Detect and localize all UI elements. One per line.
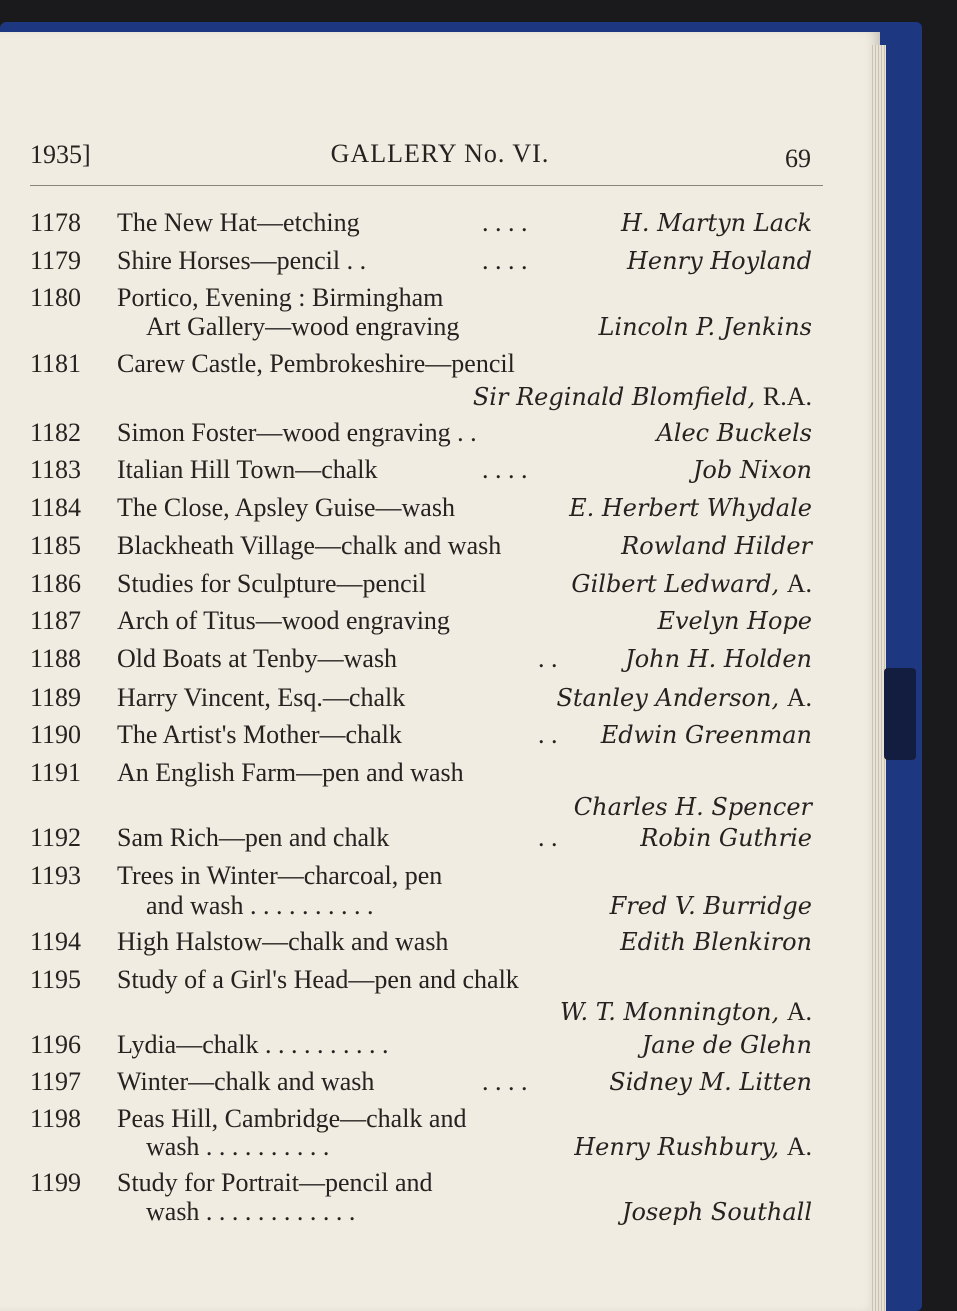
entry-number: 1199 [30,1168,82,1197]
leader-dots: . . . . [482,208,528,237]
entry-title: Sam Rich—pen and chalk [117,823,390,852]
entry-number: 1189 [30,683,82,712]
entry-title: Italian Hill Town—chalk [117,455,378,484]
entry-artist: Alec Buckels [656,419,812,447]
entry-title-continuation: wash . . . . . . . . . . . . [146,1197,356,1226]
entry-number: 1190 [30,720,82,749]
entry-number: 1195 [30,965,82,994]
entry-title-continuation: wash . . . . . . . . . . [146,1132,330,1161]
entry-number: 1197 [30,1067,82,1096]
entry-title: Lydia—chalk . . . . . . . . . . [117,1030,389,1059]
entry-title: Winter—chalk and wash [117,1067,375,1096]
entry-title: Blackheath Village—chalk and wash [117,531,502,560]
entry-number: 1193 [30,861,82,890]
entry-number: 1182 [30,418,82,447]
entry-artist: W. T. Monnington, A. [559,997,812,1026]
entry-artist: Henry Hoyland [627,247,812,275]
entry-artist: Job Nixon [692,456,812,484]
leader-dots: . . . . [482,1067,528,1096]
entry-artist: Stanley Anderson, A. [556,683,812,712]
artist-suffix: A. [786,997,812,1026]
entry-artist: Joseph Southall [621,1198,812,1226]
entry-title: Carew Castle, Pembrokeshire—pencil [117,349,515,378]
entry-artist: Lincoln P. Jenkins [598,313,812,341]
leader-dots: . . [538,644,558,673]
entry-artist: Rowland Hilder [621,532,812,560]
entry-title: Shire Horses—pencil . . [117,246,367,275]
entry-artist: Fred V. Burridge [609,892,812,920]
artist-suffix: A. [786,569,812,598]
entry-number: 1180 [30,283,82,312]
entry-number: 1178 [30,208,82,237]
entry-number: 1184 [30,493,82,522]
entry-number: 1181 [30,349,82,378]
running-head-title: GALLERY No. VI. [330,139,550,168]
entry-title: Studies for Sculpture—pencil [117,569,427,598]
entry-title: Portico, Evening : Birmingham [117,283,444,312]
entry-title: Arch of Titus—wood engraving [117,606,450,635]
entry-title-continuation: Art Gallery—wood engraving [146,312,460,341]
entry-title: Study for Portrait—pencil and [117,1168,433,1197]
entry-title: Old Boats at Tenby—wash [117,644,398,673]
leader-dots: . . . . [482,455,528,484]
artist-suffix: R.A. [762,382,812,411]
artist-suffix: A. [786,683,812,712]
leader-dots: . . . . [482,246,528,275]
entry-number: 1191 [30,758,82,787]
entry-artist: Robin Guthrie [640,824,812,852]
entry-artist: John H. Holden [625,645,812,673]
entry-artist: Sir Reginald Blomfield, R.A. [472,382,812,411]
entry-title: Harry Vincent, Esq.—chalk [117,683,406,712]
entry-title: An English Farm—pen and wash [117,758,464,787]
entry-artist: Jane de Glehn [641,1031,812,1059]
entry-number: 1192 [30,823,82,852]
entry-number: 1194 [30,927,82,956]
entry-number: 1179 [30,246,82,275]
leader-dots: . . [538,823,558,852]
catalogue-page [0,32,880,1311]
entry-artist: Evelyn Hope [657,607,812,635]
entry-title: Trees in Winter—charcoal, pen [117,861,443,890]
entry-title: The Artist's Mother—chalk [117,720,402,749]
entry-artist: Henry Rushbury, A. [574,1132,812,1161]
entry-artist: E. Herbert Whydale [569,494,812,522]
entry-number: 1185 [30,531,82,560]
entry-number: 1196 [30,1030,82,1059]
entry-artist: H. Martyn Lack [620,209,812,237]
entry-artist: Charles H. Spencer [573,793,812,821]
entry-number: 1183 [30,455,82,484]
running-head-year: 1935] [30,140,91,169]
entry-title: Simon Foster—wood engraving . . [117,418,477,447]
entry-artist: Edwin Greenman [600,721,812,749]
entry-title: The New Hat—etching [117,208,360,237]
artist-suffix: A. [786,1132,812,1161]
bookmark-ribbon [884,668,916,760]
entry-number: 1187 [30,606,82,635]
entry-artist: Sidney M. Litten [609,1068,812,1096]
entry-title: Peas Hill, Cambridge—chalk and [117,1104,467,1133]
entry-title: The Close, Apsley Guise—wash [117,493,455,522]
entry-number: 1188 [30,644,82,673]
entry-title-continuation: and wash . . . . . . . . . . [146,891,374,920]
entry-number: 1198 [30,1104,82,1133]
entry-number: 1186 [30,569,82,598]
page-number: 69 [785,144,811,173]
entry-title: Study of a Girl's Head—pen and chalk [117,965,519,994]
entry-artist: Edith Blenkiron [620,928,812,956]
entry-artist: Gilbert Ledward, A. [571,569,812,598]
header-rule [30,185,823,186]
entry-title: High Halstow—chalk and wash [117,927,449,956]
leader-dots: . . [538,720,558,749]
